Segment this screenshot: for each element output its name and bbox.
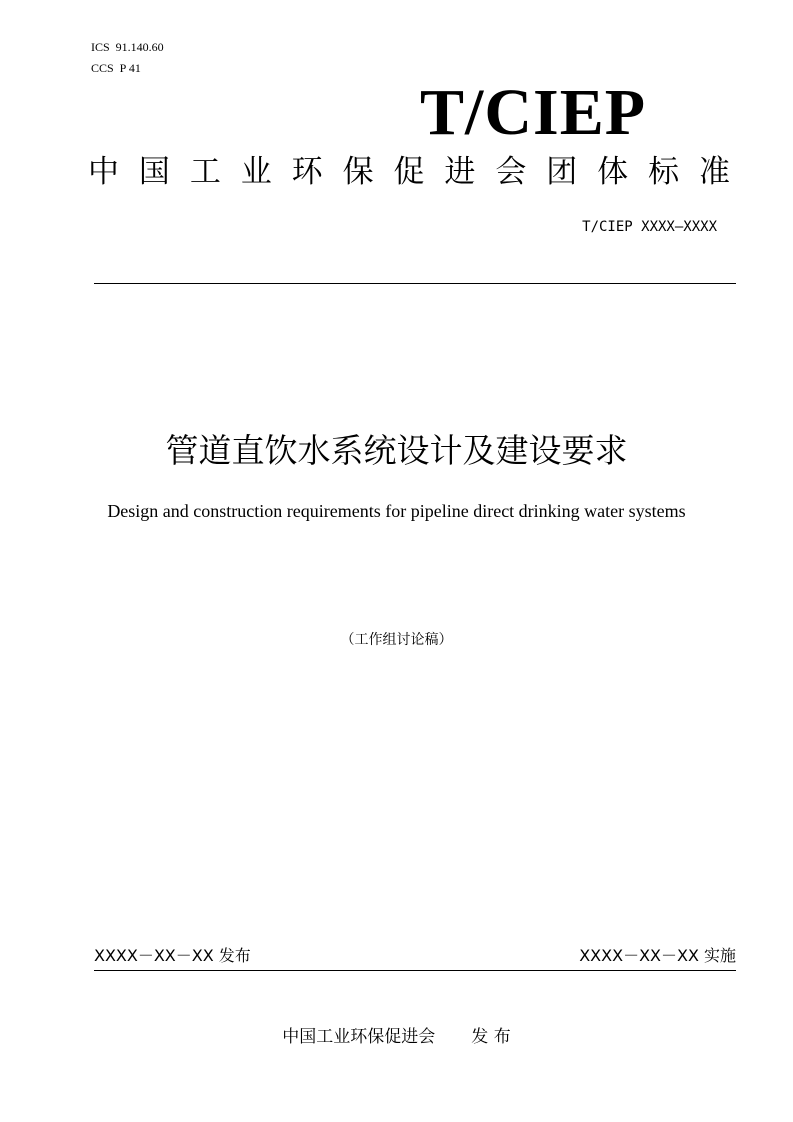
implementation-date: XXXX－XX－XX 实施 [579,946,736,965]
organization-standard-title: 中国工业环保促进会团体标准 [88,154,730,190]
document-title-english: Design and construction requirements for pipeline direct drinking water systems [107,501,686,521]
ics-code: ICS 91.140.60 [91,40,164,54]
standard-logo: T/CIEP [420,76,647,149]
publisher-line [0,1026,793,1048]
ccs-code: CCS P 41 [91,61,141,75]
publisher-name: 中国工业环保促进会 [282,1027,436,1047]
bottom-divider [94,970,736,971]
publish-label: 发 布 [471,1027,511,1047]
issue-date: XXXX－XX－XX 发布 [94,946,251,965]
document-title-chinese: 管道直饮水系统设计及建设要求 [165,431,628,470]
draft-status-label: （工作组讨论稿） [340,632,453,648]
standard-number: T/CIEP XXXX—XXXX [582,219,717,235]
top-divider [94,283,736,284]
